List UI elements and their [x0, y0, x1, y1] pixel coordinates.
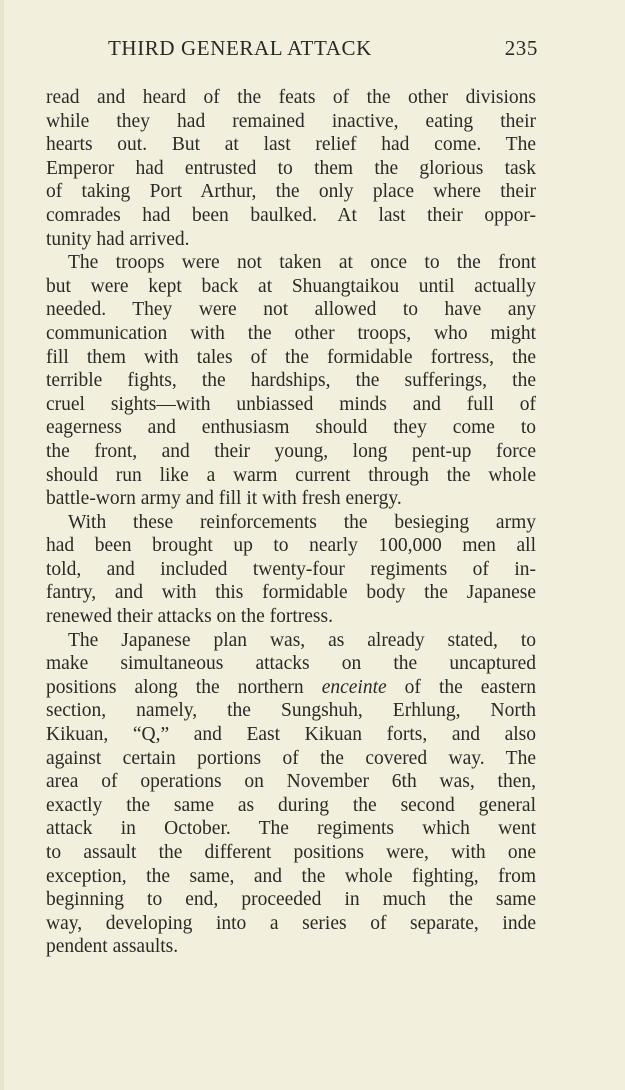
- text-line: With these reinforcements the besieging army: [68, 511, 536, 533]
- text-line: communication with the other troops, who might: [46, 322, 536, 344]
- text-line: make simultaneous attacks on the uncaptured: [46, 653, 536, 675]
- text-line: exactly the same as during the second general: [46, 794, 536, 816]
- body-text: [46, 86, 536, 959]
- text-line: to assault the different positions were, with one: [46, 842, 536, 863]
- page-number: 235: [504, 36, 538, 60]
- text-line: beginning to end, proceeded in much the same: [46, 889, 536, 911]
- text-line: told, and included twenty-four regiments of in-: [46, 558, 536, 580]
- text-line: the front, and their young, long pent-up force: [46, 440, 536, 462]
- chapter-title: THIRD GENERAL ATTACK: [108, 36, 372, 60]
- text-line: fill them with tales of the formidable fortress, the: [46, 346, 536, 368]
- text-line: but were kept back at Shuangtaikou until actually: [46, 275, 536, 297]
- text-line: area of operations on November 6th was, then,: [46, 771, 536, 793]
- text-line: fantry, and with this formidable body the Japanese: [46, 582, 536, 604]
- text-line: hearts out. But at last relief had come. The: [46, 134, 536, 156]
- text-line: exception, the same, and the whole fighting, from: [46, 865, 536, 887]
- text-line: positions along the northern enceinte of the eastern: [46, 676, 536, 698]
- text-line: had been brought up to nearly 100,000 men all: [46, 535, 536, 557]
- text-line: Kikuan, “Q,” and East Kikuan forts, and also: [46, 724, 536, 746]
- text-line: against certain portions of the covered way. The: [46, 747, 536, 769]
- text-line: of taking Port Arthur, the only place where their: [46, 181, 536, 203]
- page-edge: [0, 0, 4, 1090]
- text-line: cruel sights—with unbiassed minds and full of: [46, 393, 536, 415]
- text-line: The Japanese plan was, as already stated, to: [68, 629, 536, 651]
- text-line: way, developing into a series of separate, inde: [46, 912, 536, 934]
- text-line: tunity had arrived.: [46, 228, 190, 250]
- text-line: The troops were not taken at once to the front: [68, 252, 536, 274]
- text-line: read and heard of the feats of the other divisions: [46, 87, 536, 108]
- text-line: section, namely, the Sungshuh, Erhlung, North: [46, 700, 536, 722]
- text-line: comrades had been baulked. At last their oppor-: [46, 204, 536, 226]
- text-line: battle-worn army and fill it with fresh energy.: [46, 488, 402, 510]
- text-line: eagerness and enthusiasm should they come to: [46, 417, 536, 439]
- text-line: renewed their attacks on the fortress.: [46, 606, 333, 628]
- text-line: attack in October. The regiments which went: [46, 818, 536, 840]
- text-line: Emperor had entrusted to them the glorious task: [46, 157, 536, 179]
- text-line: terrible fights, the hardships, the sufferings, the: [46, 370, 536, 392]
- text-line: while they had remained inactive, eating their: [46, 110, 536, 132]
- text-line: needed. They were not allowed to have any: [46, 299, 536, 321]
- text-line: should run like a warm current through the whole: [46, 464, 536, 486]
- text-line: pendent assaults.: [46, 936, 179, 958]
